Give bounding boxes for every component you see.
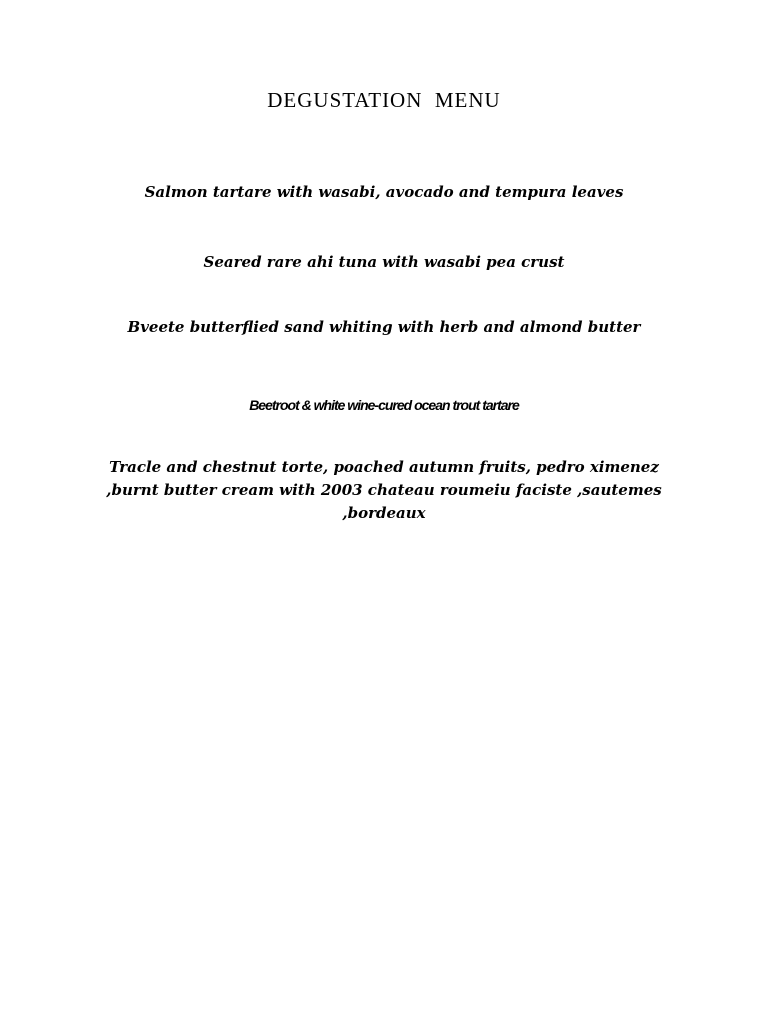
course-item: Beetroot & white wine-cured ocean trout tartare (249, 397, 519, 413)
course-item: Salmon tartare with wasabi, avocado and tempura leaves (144, 183, 624, 201)
course-item: Tracle and chestnut torte, poached autumn fruits, pedro ximenez ,burnt butter cream with 2003 chateau roumeiu faciste ,sautemes ,bordeaux (106, 458, 662, 522)
menu-title: DEGUSTATION MENU (267, 88, 501, 112)
course-item: Seared rare ahi tuna with wasabi pea crust (203, 253, 565, 271)
course-item: Bveete butterflied sand whiting with herb and almond butter (127, 318, 641, 336)
